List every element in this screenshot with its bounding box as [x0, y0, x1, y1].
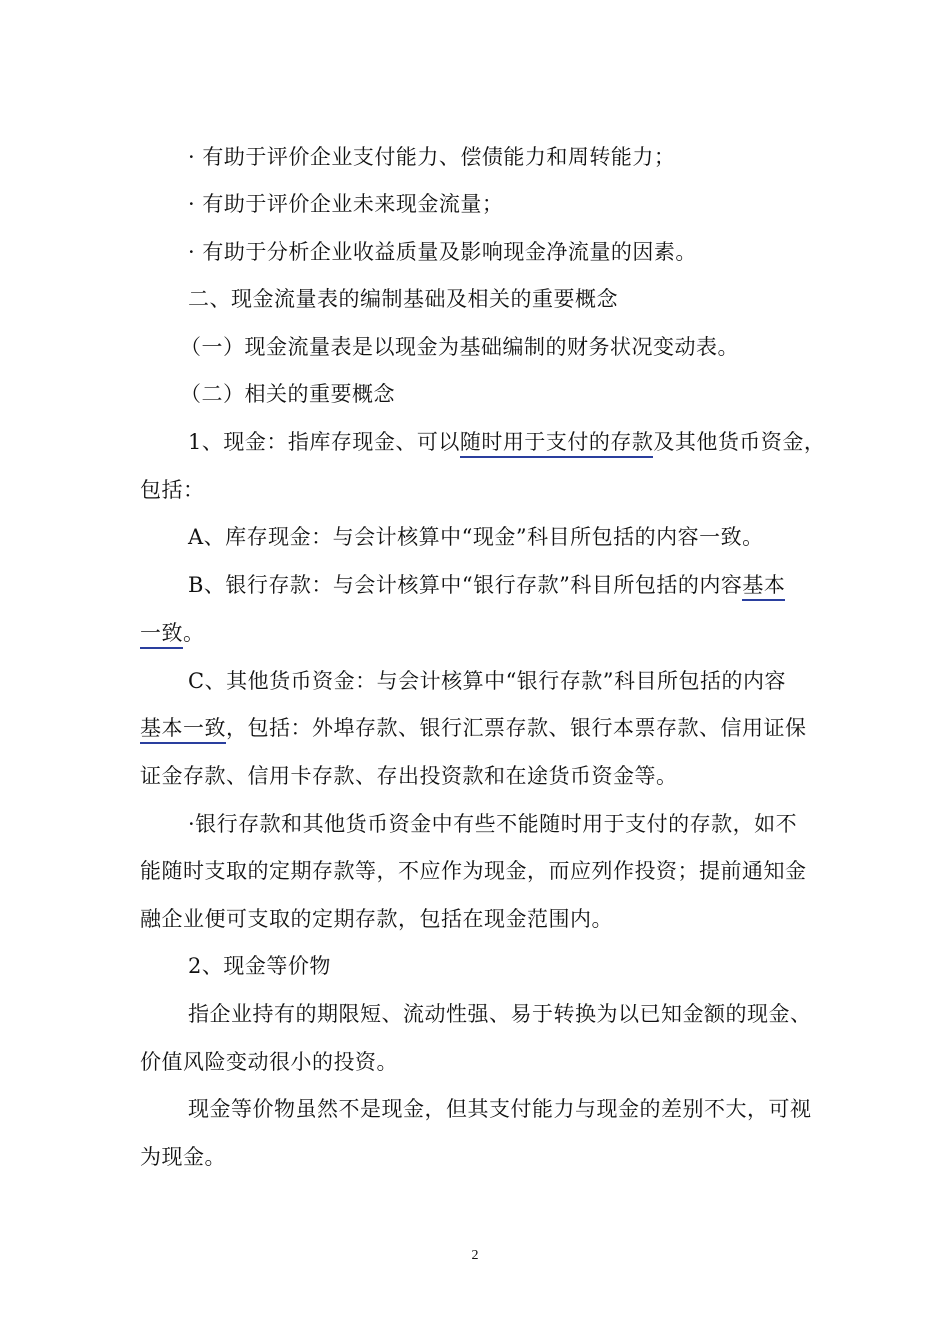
text-segment: C、其他货币资金：与会计核算中“银行存款”科目所包括的内容 [188, 669, 787, 693]
text-line [140, 618, 930, 648]
text-segment: 价值风险变动很小的投资。 [140, 1050, 398, 1074]
text-segment: ，包括：外埠存款、银行汇票存款、银行本票存款、信用证保 [226, 716, 807, 740]
text-line [188, 666, 930, 696]
text-line [140, 761, 930, 791]
text-line [188, 570, 930, 600]
text-line [188, 284, 930, 314]
text-segment: 包括： [140, 478, 205, 502]
text-line [188, 142, 930, 172]
text-line [188, 809, 930, 839]
underlined-phrase: 基本一致 [140, 716, 226, 744]
text-segment: 2、现金等价物 [188, 954, 331, 978]
text-line [188, 427, 930, 457]
text-line [180, 379, 930, 409]
text-segment: · 有助于评价企业支付能力、偿债能力和周转能力； [188, 145, 676, 169]
text-segment: ·银行存款和其他货币资金中有些不能随时用于支付的存款，如不 [188, 812, 798, 836]
text-line [140, 1047, 930, 1077]
text-segment: B、银行存款：与会计核算中“银行存款”科目所包括的内容 [188, 573, 743, 597]
text-segment: （二）相关的重要概念 [180, 382, 395, 406]
text-segment: 及其他货币资金， [653, 430, 826, 454]
text-line [180, 332, 930, 362]
text-line [188, 999, 930, 1029]
text-segment: · 有助于分析企业收益质量及影响现金净流量的因素。 [188, 240, 697, 264]
underlined-phrase: 随时用于支付的存款 [460, 430, 654, 458]
text-line [188, 189, 930, 219]
text-segment: 证金存款、信用卡存款、存出投资款和在途货币资金等。 [140, 764, 678, 788]
text-line [188, 522, 930, 552]
text-segment: 二、现金流量表的编制基础及相关的重要概念 [188, 287, 618, 311]
text-segment: A、库存现金：与会计核算中“现金”科目所包括的内容一致。 [188, 525, 764, 549]
text-segment: 为现金。 [140, 1145, 226, 1169]
underlined-phrase: 一致 [140, 621, 183, 649]
text-line [140, 856, 930, 886]
page-number: 2 [471, 1248, 479, 1263]
underlined-phrase: 基本 [742, 573, 785, 601]
text-line [188, 237, 930, 267]
text-line [140, 904, 930, 934]
text-segment: 现金等价物虽然不是现金，但其支付能力与现金的差别不大，可视 [188, 1097, 812, 1121]
text-segment: 。 [183, 621, 205, 645]
text-line [140, 475, 930, 505]
text-line [188, 951, 930, 981]
text-segment: · 有助于评价企业未来现金流量； [188, 192, 504, 216]
text-line [140, 713, 930, 743]
text-segment: 能随时支取的定期存款等，不应作为现金，而应列作投资；提前通知金 [140, 859, 807, 883]
text-segment: 指企业持有的期限短、流动性强、易于转换为以已知金额的现金、 [188, 1002, 812, 1026]
text-line [140, 1142, 930, 1172]
text-segment: 融企业便可支取的定期存款，包括在现金范围内。 [140, 907, 613, 931]
text-segment: 1、现金：指库存现金、可以 [188, 430, 460, 454]
text-line [188, 1094, 930, 1124]
text-segment: （一）现金流量表是以现金为基础编制的财务状况变动表。 [180, 335, 739, 359]
